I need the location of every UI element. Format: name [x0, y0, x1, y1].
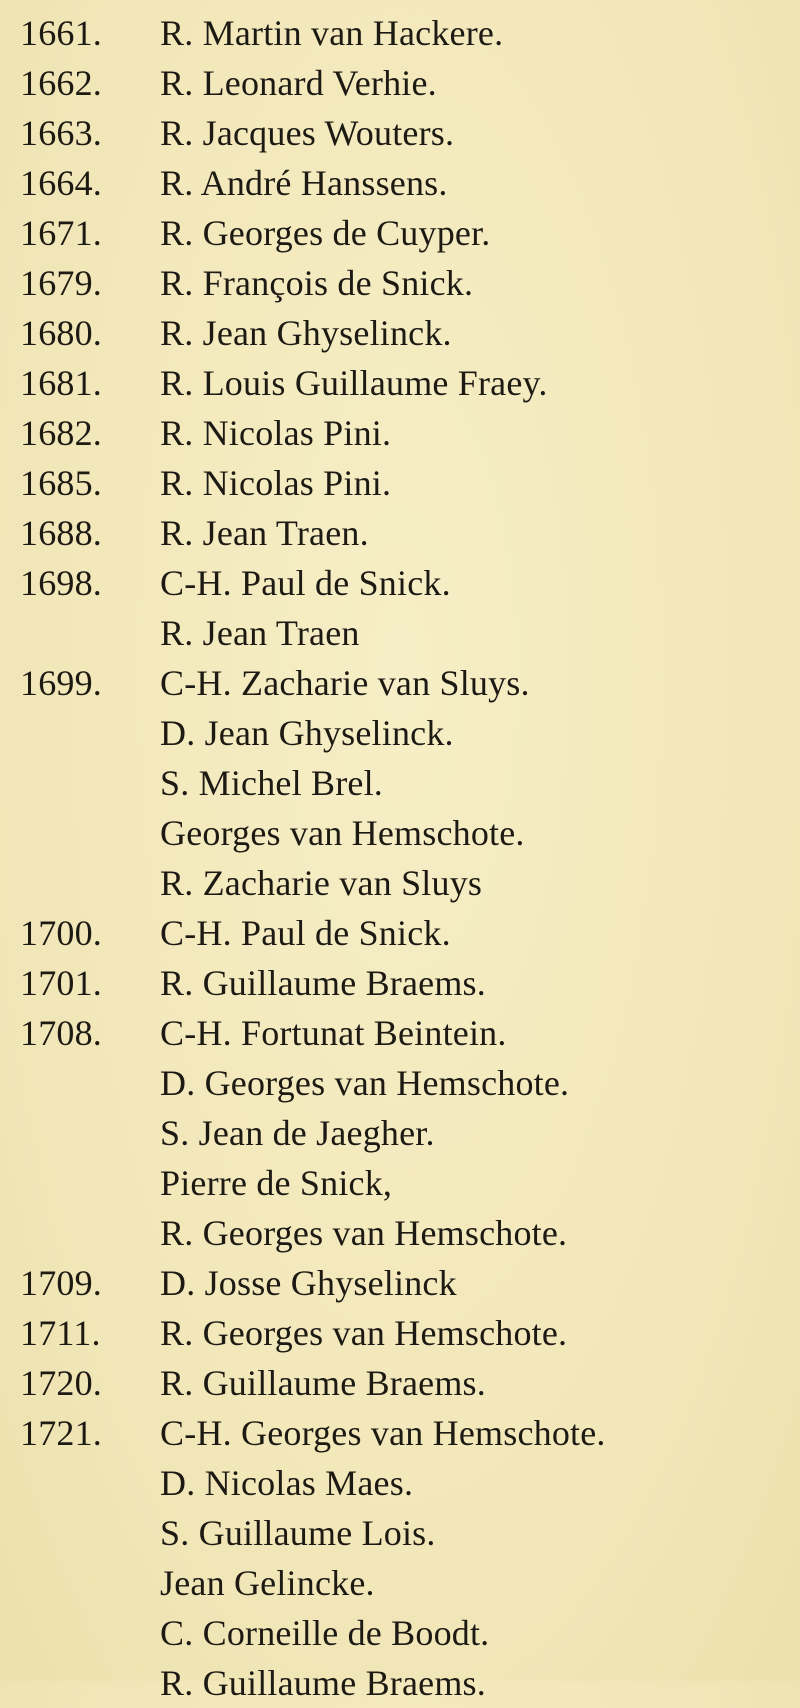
list-item: [0, 1158, 800, 1208]
list-item: [0, 1058, 800, 1108]
entry-name: Jean Gelincke.: [160, 1563, 375, 1603]
list-item: [0, 1258, 800, 1308]
entry-name: R. André Hanssens.: [160, 163, 448, 203]
entry-name: Pierre de Snick,: [160, 1163, 393, 1203]
entry-name: R. Zacharie van Sluys: [160, 863, 483, 903]
list-item: [0, 1508, 800, 1558]
list-item: [0, 708, 800, 758]
list-item: [0, 658, 800, 708]
list-item: [0, 758, 800, 808]
list-item: [0, 1408, 800, 1458]
entry-name: R. Guillaume Braems.: [160, 1663, 486, 1703]
list-item: [0, 58, 800, 108]
entry-name: C-H. Paul de Snick.: [160, 913, 451, 953]
entry-year: 1685.: [20, 463, 102, 503]
list-item: [0, 458, 800, 508]
entry-year: 1688.: [20, 513, 102, 553]
list-item: [0, 1308, 800, 1358]
entry-name: R. Nicolas Pini.: [160, 413, 392, 453]
list-item: [0, 308, 800, 358]
entry-year: 1698.: [20, 563, 102, 603]
entry-year: 1700.: [20, 913, 102, 953]
entry-name: R. Georges van Hemschote.: [160, 1213, 568, 1253]
list-item: [0, 408, 800, 458]
entry-year: 1681.: [20, 363, 102, 403]
list-item: [0, 1108, 800, 1158]
entry-name: C-H. Zacharie van Sluys.: [160, 663, 530, 703]
entry-year: 1682.: [20, 413, 102, 453]
list-item: [0, 508, 800, 558]
list-item: [0, 608, 800, 658]
entry-name: R. Georges de Cuyper.: [160, 213, 491, 253]
entry-name: D. Jean Ghyselinck.: [160, 713, 454, 753]
entry-name: D. Josse Ghyselinck: [160, 1263, 457, 1303]
entry-name: R. Jean Traen.: [160, 513, 369, 553]
entry-name: R. Nicolas Pini.: [160, 463, 392, 503]
list-item: [0, 258, 800, 308]
entry-name: R. Leonard Verhie.: [160, 63, 437, 103]
entry-year: 1671.: [20, 213, 102, 253]
entry-name: S. Michel Brel.: [160, 763, 383, 803]
list-item: [0, 1458, 800, 1508]
entry-name: D. Georges van Hemschote.: [160, 1063, 570, 1103]
entry-year: 1662.: [20, 63, 102, 103]
list-item: [0, 958, 800, 1008]
entry-name: C-H. Paul de Snick.: [160, 563, 451, 603]
entry-year: 1721.: [20, 1413, 102, 1453]
entry-year: 1680.: [20, 313, 102, 353]
list-item: [0, 858, 800, 908]
list-item: [0, 108, 800, 158]
entry-name: R. Jean Traen: [160, 613, 360, 653]
entry-name: R. Guillaume Braems.: [160, 963, 486, 1003]
entry-year: 1661.: [20, 13, 102, 53]
entry-list: [0, 8, 800, 1708]
entry-name: R. Jacques Wouters.: [160, 113, 455, 153]
entry-year: 1720.: [20, 1363, 102, 1403]
list-item: [0, 1008, 800, 1058]
entry-name: R. Martin van Hackere.: [160, 13, 504, 53]
list-item: [0, 908, 800, 958]
list-item: [0, 808, 800, 858]
entry-name: R. Guillaume Braems.: [160, 1363, 486, 1403]
entry-year: 1664.: [20, 163, 102, 203]
entry-year: 1679.: [20, 263, 102, 303]
list-item: [0, 1208, 800, 1258]
entry-name: R. Jean Ghyselinck.: [160, 313, 452, 353]
list-item: [0, 358, 800, 408]
list-item: [0, 1358, 800, 1408]
entry-name: C-H. Georges van Hemschote.: [160, 1413, 606, 1453]
entry-name: S. Jean de Jaegher.: [160, 1113, 435, 1153]
entry-year: 1699.: [20, 663, 102, 703]
list-item: [0, 158, 800, 208]
entry-name: Georges van Hemschote.: [160, 813, 525, 853]
entry-name: R. Georges van Hemschote.: [160, 1313, 568, 1353]
entry-year: 1701.: [20, 963, 102, 1003]
list-item: [0, 1558, 800, 1608]
entry-name: R. Louis Guillaume Fraey.: [160, 363, 548, 403]
list-item: [0, 8, 800, 58]
entry-name: C-H. Fortunat Beintein.: [160, 1013, 507, 1053]
entry-year: 1708.: [20, 1013, 102, 1053]
entry-name: R. François de Snick.: [160, 263, 474, 303]
entry-year: 1663.: [20, 113, 102, 153]
list-item: [0, 1608, 800, 1658]
list-item: [0, 1658, 800, 1708]
entry-name: D. Nicolas Maes.: [160, 1463, 414, 1503]
list-item: [0, 558, 800, 608]
entry-year: 1709.: [20, 1263, 102, 1303]
entry-name: C. Corneille de Boodt.: [160, 1613, 490, 1653]
list-item: [0, 208, 800, 258]
entry-name: S. Guillaume Lois.: [160, 1513, 436, 1553]
entry-year: 1711.: [20, 1313, 101, 1353]
